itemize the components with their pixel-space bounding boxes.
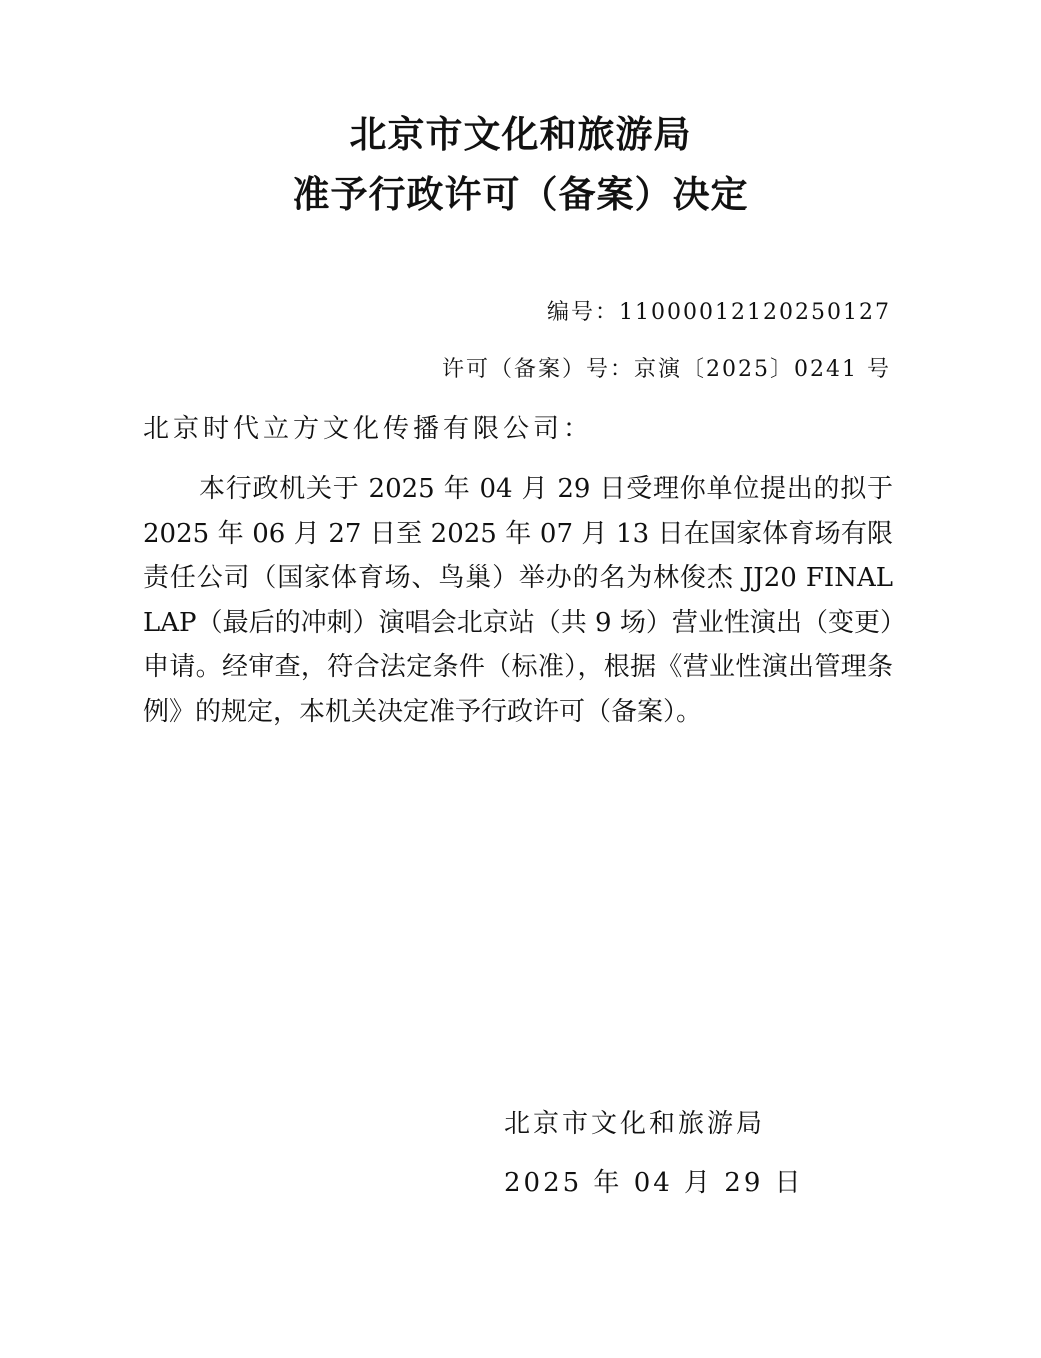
document-title-line-2: 准予行政许可（备案）决定 [292, 173, 749, 216]
document-number: 编号：11000012120250127 [547, 300, 891, 325]
issuer-name: 北京市文化和旅游局 [504, 1109, 766, 1139]
permit-number: 许可（备案）号：京演〔2025〕0241 号 [442, 357, 891, 382]
decision-paragraph: 本行政机关于 2025 年 04 月 29 日受理你单位提出的拟于 2025 年 06 月 27 日至 2025 年 07 月 13 日在国家体育场有限责任公司（国家体育场、鸟巢）举办的名为林俊杰 JJ20 FINAL LAP（最后的冲刺）演唱会北京站（共 9 场）营业性演出（变更）申请。经审查，符合法定条件（标准），根据《营业性演出管理条例》的规定，本机关决定准予行政许可（备案）。 [143, 474, 893, 727]
addressee: 北京时代立方文化传播有限公司： [143, 414, 594, 444]
document-title-line-1: 北京市文化和旅游局 [349, 113, 692, 156]
issue-date: 2025 年 04 月 29 日 [504, 1168, 804, 1198]
